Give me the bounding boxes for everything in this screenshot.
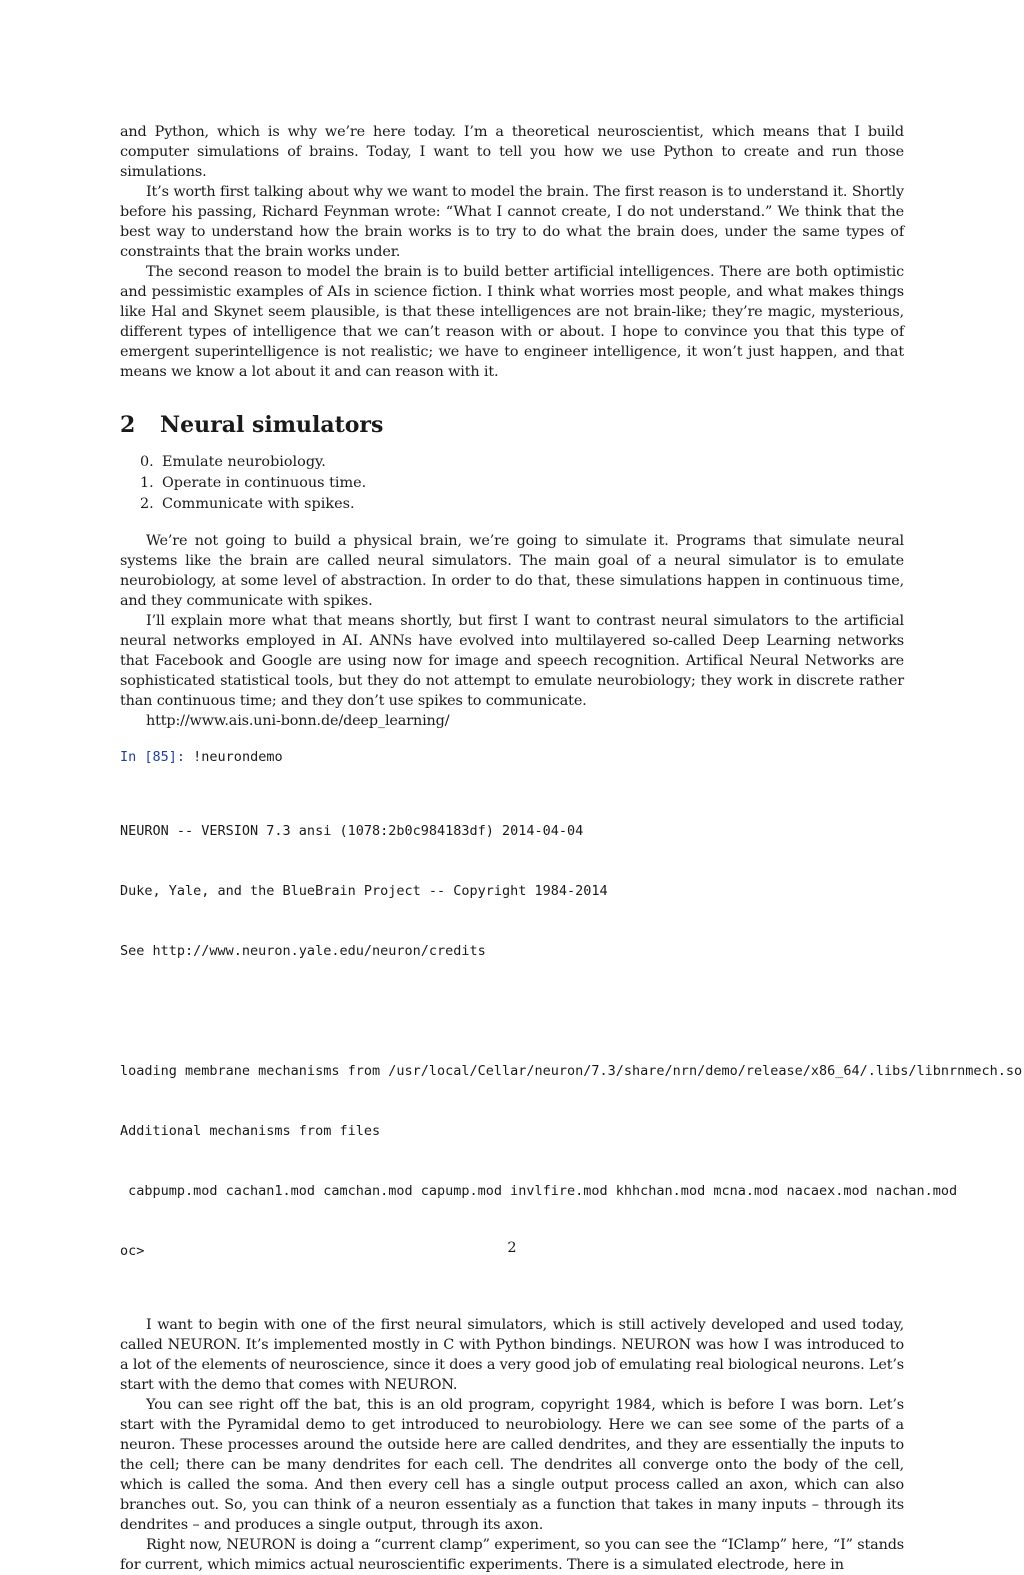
list-item-number: 2.: [140, 496, 154, 512]
code-prompt: In [85]:: [120, 749, 186, 765]
document-page: [120, 122, 1023, 1575]
list-item: [140, 452, 904, 473]
list-item: [140, 473, 904, 494]
output-line: Additional mechanisms from files: [120, 1123, 381, 1139]
paragraph-intro-1: and Python, which is why we’re here today. I’m a theoretical neuroscientist, which means that I build computer simulations of brains. Today, I want to tell you how we use Python to create and run those simulations.: [120, 124, 904, 180]
list-item-text: Operate in continuous time.: [162, 475, 367, 491]
code-input: !neurondemo: [193, 749, 283, 765]
goals-list: [120, 452, 904, 515]
output-line: oc>: [120, 1243, 145, 1259]
paragraph-intro-3: The second reason to model the brain is to build better artificial intelligences. There are both optimistic and pessimistic examples of AIs in science fiction. I think what worries most people, and what makes things like Hal and Skynet seem plausible, is that these intelligences are not brain-like; they’re magic, mysterious, different types of intelligence that we can’t reason with or about. I hope to convince you that this type of emergent superintelligence is not realistic; we have to engineer intelligence, it won’t just happen, and that means we know a lot about it and can reason with it.: [120, 264, 904, 380]
output-line: cabpump.mod cachan1.mod camchan.mod capump.mod invlfire.mod khhchan.mod mcna.mod nacaex.mod nachan.mod: [120, 1183, 958, 1199]
list-item-text: Emulate neurobiology.: [162, 454, 326, 470]
section-number: 2: [120, 412, 136, 438]
paragraph-mid-1: We’re not going to build a physical brain, we’re going to simulate it. Programs that simulate neural systems like the brain are called neural simulators. The main goal of a neural simulator is to emulate neurobiology, at some level of abstraction. In order to do that, these simulations happen in continuous time, and they communicate with spikes.: [120, 533, 904, 609]
paragraph-end-3: Right now, NEURON is doing a “current clamp” experiment, so you can see the “IClamp” here, “I” stands for current, which mimics actual neuroscientific experiments. There is a simulated electrode, here in: [120, 1537, 904, 1573]
deep-learning-url: http://www.ais.uni-bonn.de/deep_learning/: [146, 713, 450, 729]
code-input-line: [120, 747, 904, 767]
section-heading: [120, 412, 904, 438]
list-item: [140, 494, 904, 515]
list-item-number: 1.: [140, 475, 154, 491]
paragraph-end-2: You can see right off the bat, this is an old program, copyright 1984, which is before I was born. Let’s start with the Pyramidal demo to get introduced to neurobiology. Here we can see some of the parts of a neuron. These processes around the outside here are called dendrites, and they are essentially the inputs to the cell; there can be many dendrites for each cell. The dendrites all converge onto the body of the cell, which is called the soma. And then every cell has a single output process called an axon, which can also branches out. So, you can think of a neuron essentialy as a function that takes in many inputs – through its dendrites – and produces a single output, through its axon.: [120, 1397, 904, 1533]
list-item-text: Communicate with spikes.: [162, 496, 355, 512]
paragraph-intro-2: It’s worth first talking about why we want to model the brain. The first reason is to understand it. Shortly before his passing, Richard Feynman wrote: “What I cannot create, I do not understand.” We think that the best way to understand how the brain works is to try to do what the brain does, under the same types of constraints that the brain works under.: [120, 184, 904, 260]
code-cell: [120, 747, 1023, 1301]
output-line: See http://www.neuron.yale.edu/neuron/credits: [120, 943, 486, 959]
output-line: NEURON -- VERSION 7.3 ansi (1078:2b0c984183df) 2014-04-04: [120, 823, 584, 839]
code-output: [120, 781, 1024, 1301]
paragraph-end-1: I want to begin with one of the first neural simulators, which is still actively developed and used today, called NEURON. It’s implemented mostly in C with Python bindings. NEURON was how I was introduced to a lot of the elements of neuroscience, since it does a very good job of emulating real biological neurons. Let’s start with the demo that comes with NEURON.: [120, 1317, 904, 1393]
output-line: loading membrane mechanisms from /usr/local/Cellar/neuron/7.3/share/nrn/demo/release/x86_64/.libs/libnrnmech.so: [120, 1063, 1023, 1079]
output-line: Duke, Yale, and the BlueBrain Project -- Copyright 1984-2014: [120, 883, 608, 899]
output-line: [120, 1001, 1024, 1021]
list-item-number: 0.: [140, 454, 154, 470]
paragraph-mid-2: I’ll explain more what that means shortly, but first I want to contrast neural simulators to the artificial neural networks employed in AI. ANNs have evolved into multilayered so-called Deep Learning networks that Facebook and Google are using now for image and speech recognition. Artifical Neural Networks are sophisticated statistical tools, but they do not attempt to emulate neurobiology; they work in discrete rather than continuous time; and they don’t use spikes to communicate.: [120, 613, 904, 709]
page-number: 2: [507, 1240, 517, 1256]
section-title: Neural simulators: [160, 412, 384, 438]
